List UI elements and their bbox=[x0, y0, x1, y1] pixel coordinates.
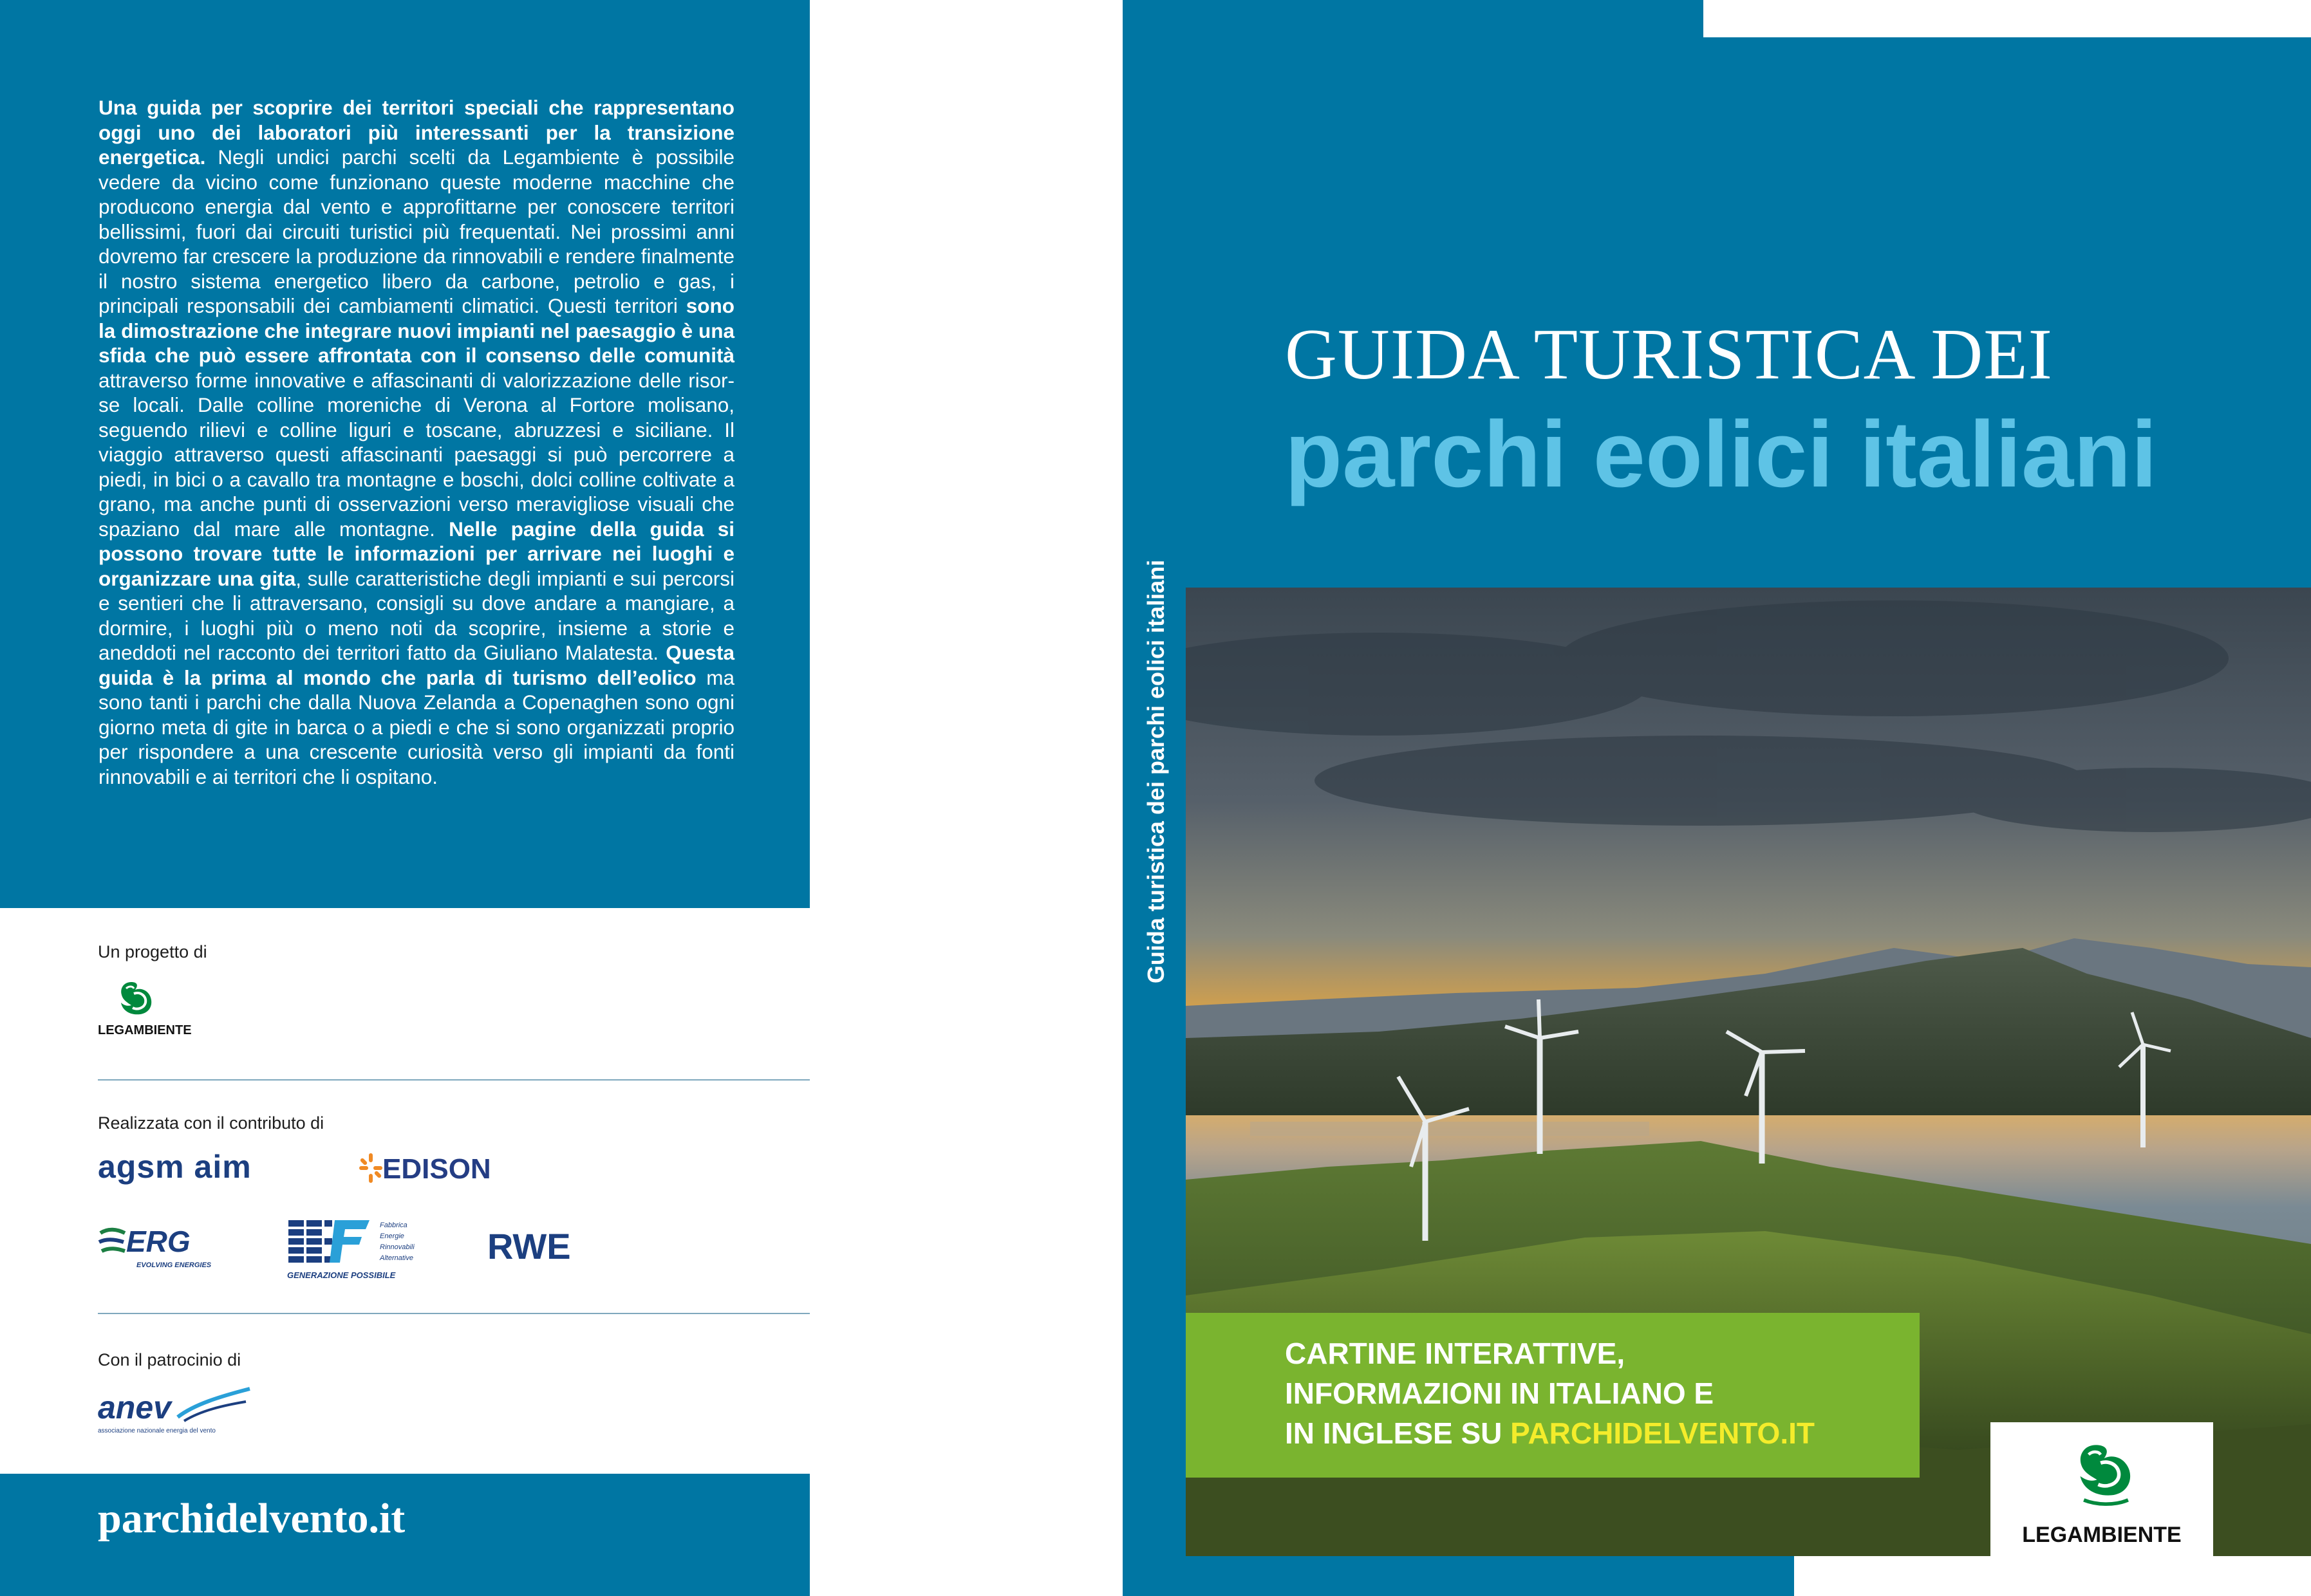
erg-tagline: EVOLVING ENERGIES bbox=[136, 1261, 212, 1269]
front-logo-box bbox=[1990, 1422, 2213, 1596]
anev-logo bbox=[98, 1385, 265, 1438]
anev-logo-text: anev bbox=[98, 1389, 171, 1425]
legambiente-logo-text: LEGAMBIENTE bbox=[2022, 1523, 2182, 1547]
blurb-run: Negli undici parchi scelti da Legambiente è possibile vedere da vicino come funzionano queste moderne macchine che producono energia dal vento e approfittarne per conoscere territori bellissimi, fuori dai circuiti turistici più frequentati. Nei prossimi anni dovremo far crescere la produzione da rinnovabili e rendere finalmente il nostro sistema energetico libero da carbone, petrolio e gas, i principali responsabili dei cambiamenti climatici. Questi territori bbox=[98, 145, 734, 317]
erg-logo bbox=[98, 1224, 227, 1276]
project-logo-text: LEGAMBIENTE bbox=[98, 1023, 192, 1037]
anev-tagline: associazione nazionale energia del vento bbox=[98, 1427, 216, 1434]
fera-tagline: GENERAZIONE POSSIBILE bbox=[287, 1270, 396, 1280]
promo-line-2: INFORMAZIONI IN ITALIANO E bbox=[1285, 1377, 1714, 1410]
contributors-label: Realizzata con il contributo di bbox=[98, 1113, 324, 1133]
fera-logo bbox=[287, 1219, 429, 1281]
blurb-bold-run: Nelle pagine della guida si possono trovare tutte le informazioni per arrivare nei luoghi e organizzare una gita bbox=[98, 517, 735, 590]
erg-wave-icon bbox=[98, 1227, 126, 1255]
blurb-bold-run: Una guida per scoprire dei territori speciali che rappresentano oggi uno dei laboratori più interessanti per la transizione energetica. bbox=[98, 96, 734, 169]
promo-text bbox=[1285, 1333, 1815, 1453]
blurb-run: ma sono tanti i parchi che dalla Nuova Zelanda a Copenaghen sono ogni giorno meta di gite in barca o a piedi e che si sono organizzati proprio per rispondere a una crescente curiosità verso gli impianti da fonti rinnovabili e ai territori che li ospitano. bbox=[98, 665, 735, 788]
cover-title-line-2: parchi eolici italiani bbox=[1285, 402, 2157, 506]
fera-line: Energie bbox=[380, 1232, 404, 1240]
project-logo bbox=[98, 978, 201, 1040]
rwe-logo: RWE bbox=[487, 1226, 571, 1267]
promo-line-3-text: IN INGLESE SU bbox=[1285, 1416, 1511, 1450]
fera-text bbox=[380, 1220, 415, 1264]
back-cover-blurb bbox=[98, 95, 734, 789]
fera-grid-icon bbox=[287, 1219, 371, 1270]
legambiente-swan-logo-icon bbox=[2054, 1440, 2150, 1524]
blurb-run: attraverso forme innovative e affascinanti di valorizzazione delle risorse locali. Dalle colline moreniche di Verona al Fortore molisano, seguendo rilievi e colline liguri e toscane, abruzzesi e siciliane. Il viaggio attraverso questi affascinanti paesaggi si può percorrere a piedi, in bici o a cavallo tra montagne e boschi, dolci colline coltivate a grano, ma anche punti di osservazioni verso meravigliose visuali che spaziano dal mare alle montagne. bbox=[98, 368, 734, 541]
erg-logo-text: ERG bbox=[126, 1225, 191, 1258]
front-cover-notch bbox=[1703, 0, 2311, 37]
front-cover-footer-band bbox=[1186, 1556, 1794, 1596]
promo-line-1: CARTINE INTERATTIVE, bbox=[1285, 1337, 1625, 1370]
fera-line: Fabbrica bbox=[380, 1221, 407, 1229]
spine-title: Guida turistica dei parchi eolici italiani bbox=[1143, 559, 1169, 984]
divider bbox=[98, 1079, 810, 1081]
promo-line-3 bbox=[1285, 1413, 1815, 1453]
agsm-aim-logo: agsm aim bbox=[98, 1149, 252, 1185]
cover-title-line-1: GUIDA TURISTICA DEI bbox=[1285, 315, 2053, 394]
promo-website-link[interactable]: PARCHIDELVENTO.IT bbox=[1510, 1416, 1815, 1450]
edison-logo-text: EDISON bbox=[382, 1153, 491, 1185]
anev-wind-swoosh-icon bbox=[175, 1385, 252, 1424]
fera-line: Rinnovabili bbox=[380, 1243, 415, 1251]
blurb-bold-run: sono la dimostrazione che integrare nuovi impianti nel paesaggio è una sfida che può essere affrontata con il consenso delle comunità bbox=[98, 294, 734, 367]
edison-logo bbox=[358, 1149, 512, 1188]
website-link[interactable]: parchidelvento.it bbox=[98, 1495, 406, 1542]
edison-star-icon bbox=[358, 1152, 384, 1184]
patronage-label: Con il patrocinio di bbox=[98, 1350, 241, 1369]
blurb-bold-run: Questa guida è la prima al mondo che parla di turismo dell’eolico bbox=[98, 641, 734, 689]
blurb-run: , sulle caratteristiche degli impianti e sui percorsi e sentieri che li attraversano, consigli su dove andare a mangiare, a dormire, i luoghi più o meno noti da scoprire, insieme a storie e aneddoti nel racconto dei territori fatto da Giuliano Malatesta. bbox=[98, 566, 734, 664]
fera-line: Alternative bbox=[380, 1254, 413, 1262]
project-label: Un progetto di bbox=[98, 942, 207, 961]
divider bbox=[98, 1313, 810, 1314]
